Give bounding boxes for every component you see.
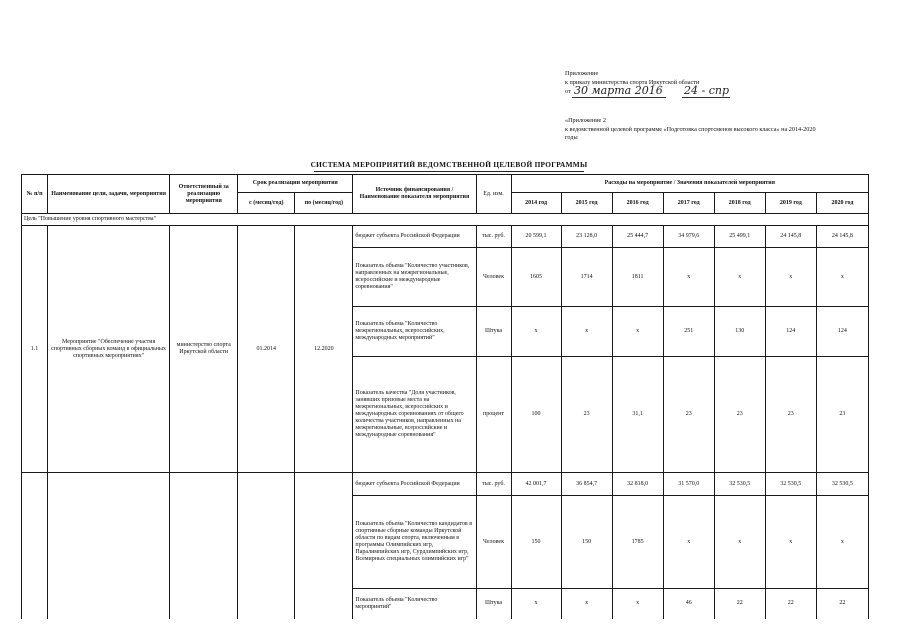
cell-value: x (561, 589, 612, 619)
row-unit: Штука (476, 307, 511, 357)
header-responsible: Ответственный за реализацию мероприятия (170, 175, 238, 214)
cell-value: x (765, 248, 816, 307)
measure-2-number (22, 473, 48, 619)
measure-to: 12.2020 (295, 226, 353, 473)
row-label: Показатель объема "Количество мероприятий" (353, 589, 476, 619)
header-name: Наименование цели, задачи, мероприятия (48, 175, 170, 214)
header-unit: Ед. изм. (476, 175, 511, 214)
order-number-underline (682, 97, 730, 98)
cell-value: 22 (765, 589, 816, 619)
cell-value: 24 145,8 (765, 226, 816, 248)
header-term: Срок реализации мероприятия (238, 175, 353, 193)
cell-value: 22 (816, 589, 868, 619)
measure-responsible: министерство спорта Иркутской области (170, 226, 238, 473)
cell-value: x (714, 248, 765, 307)
row-label: бюджет субъекта Российской Федерации (353, 473, 476, 496)
header-year: 2015 год (561, 193, 612, 214)
appendix-2-label: «Приложение 2 (565, 117, 606, 124)
row-unit: Человек (476, 248, 511, 307)
cell-value: 25 444,7 (612, 226, 663, 248)
measure-name: Мероприятие "Обеспечение участия спортивных сборных команд в официальных спортивных мероприятиях" (48, 226, 170, 473)
cell-value: 23 (816, 357, 868, 473)
cell-value: x (765, 496, 816, 589)
header-from: с (месяц/год) (238, 193, 295, 214)
handwritten-date: 30 марта 2016 (574, 84, 663, 97)
measure-number: 1.1 (22, 226, 48, 473)
cell-value: 130 (714, 307, 765, 357)
cell-value: 23 (663, 357, 714, 473)
cell-value: x (612, 589, 663, 619)
row-unit: Человек (476, 496, 511, 589)
cell-value: 124 (765, 307, 816, 357)
cell-value: 1605 (511, 248, 561, 307)
row-unit: Штука (476, 589, 511, 619)
cell-value: 1714 (561, 248, 612, 307)
row-label: Показатель объема "Количество межрегиональных, всероссийских, международных мероприятий" (353, 307, 476, 357)
cell-value: x (511, 307, 561, 357)
cell-value: x (816, 496, 868, 589)
cell-value: 22 (714, 589, 765, 619)
row-label: Показатель качества "Доля участников, занявших призовые места на межрегиональных, всероссийских и международных соревнованиях от общего количества участников, направленных на межрегиональные, всероссийские и международные соревнования" (353, 357, 476, 473)
row-label: Показатель объема "Количество участников, направленных на межрегиональные, всероссийские и международные соревнования" (353, 248, 476, 307)
order-date-underline (572, 97, 666, 98)
cell-value: 100 (511, 357, 561, 473)
measure-2-from (238, 473, 295, 619)
cell-value: 24 145,8 (816, 226, 868, 248)
cell-value: x (561, 307, 612, 357)
header-year: 2014 год (511, 193, 561, 214)
cell-value: 150 (561, 496, 612, 589)
cell-value: 32 530,5 (714, 473, 765, 496)
row-unit: тыс. руб. (476, 473, 511, 496)
header-to: по (месяц/год) (295, 193, 353, 214)
cell-value: x (714, 496, 765, 589)
cell-value: 150 (511, 496, 561, 589)
header-year: 2017 год (663, 193, 714, 214)
handwritten-order-number: 24 - спр (684, 84, 729, 97)
cell-value: 23 (765, 357, 816, 473)
header-year: 2016 год (612, 193, 663, 214)
cell-value: x (511, 589, 561, 619)
cell-value: 32 818,0 (612, 473, 663, 496)
order-reference: к приказу министерства спорта Иркутской области (565, 79, 700, 86)
cell-value: 1811 (612, 248, 663, 307)
document-title: СИСТЕМА МЕРОПРИЯТИЙ ВЕДОМСТВЕННОЙ ЦЕЛЕВОЙ ПРОГРАММЫ (310, 160, 588, 169)
cell-value: x (612, 307, 663, 357)
header-year: 2020 год (816, 193, 868, 214)
order-prefix: от (565, 88, 571, 95)
cell-value: x (816, 248, 868, 307)
row-unit: процент (476, 357, 511, 473)
measure-2-responsible (170, 473, 238, 619)
row-label: бюджет субъекта Российской Федерации (353, 226, 476, 248)
cell-value: 31,1 (612, 357, 663, 473)
measure-2-name (48, 473, 170, 619)
row-label: Показатель объема "Количество кандидатов в спортивные сборные команды Иркутской области по видам спорта, включенным в программы Олимпийских игр, Паралимпийских игр, Сурдлимпийских игр, Всемирных специальных олимпийских игр" (353, 496, 476, 589)
goal-row (22, 214, 869, 226)
cell-value: 42 001,7 (511, 473, 561, 496)
table-header-row (22, 175, 869, 193)
cell-value: 23 (714, 357, 765, 473)
header-num: № п/п (22, 175, 48, 214)
cell-value: 31 570,0 (663, 473, 714, 496)
cell-value: x (663, 496, 714, 589)
header-year: 2018 год (714, 193, 765, 214)
cell-value: 25 499,1 (714, 226, 765, 248)
goal-text: Цель "Повышение уровня спортивного мастерства" (22, 214, 869, 226)
title-underline (314, 171, 584, 172)
header-year: 2019 год (765, 193, 816, 214)
measures-table (21, 174, 869, 619)
measure-from: 01.2014 (238, 226, 295, 473)
cell-value: 32 530,5 (816, 473, 868, 496)
header-source: Источник финансирования / Наименование показателя мероприятия (353, 175, 476, 214)
program-reference: к ведомственной целевой программе «Подготовка спортсменов высокого класса» на 2014-2020 (565, 126, 816, 133)
row-unit: тыс. руб. (476, 226, 511, 248)
cell-value: 36 854,7 (561, 473, 612, 496)
cell-value: x (663, 248, 714, 307)
table-row (22, 473, 869, 496)
header-expenses: Расходы на мероприятие / Значения показателей мероприятия (511, 175, 868, 193)
program-reference-years: годы (565, 134, 578, 141)
cell-value: 23 (561, 357, 612, 473)
measure-2-to (295, 473, 353, 619)
table-row (22, 226, 869, 248)
cell-value: 34 979,6 (663, 226, 714, 248)
cell-value: 32 530,5 (765, 473, 816, 496)
cell-value: 124 (816, 307, 868, 357)
cell-value: 20 599,1 (511, 226, 561, 248)
cell-value: 1785 (612, 496, 663, 589)
cell-value: 251 (663, 307, 714, 357)
appendix-label: Приложение (565, 70, 599, 77)
cell-value: 46 (663, 589, 714, 619)
cell-value: 23 128,0 (561, 226, 612, 248)
